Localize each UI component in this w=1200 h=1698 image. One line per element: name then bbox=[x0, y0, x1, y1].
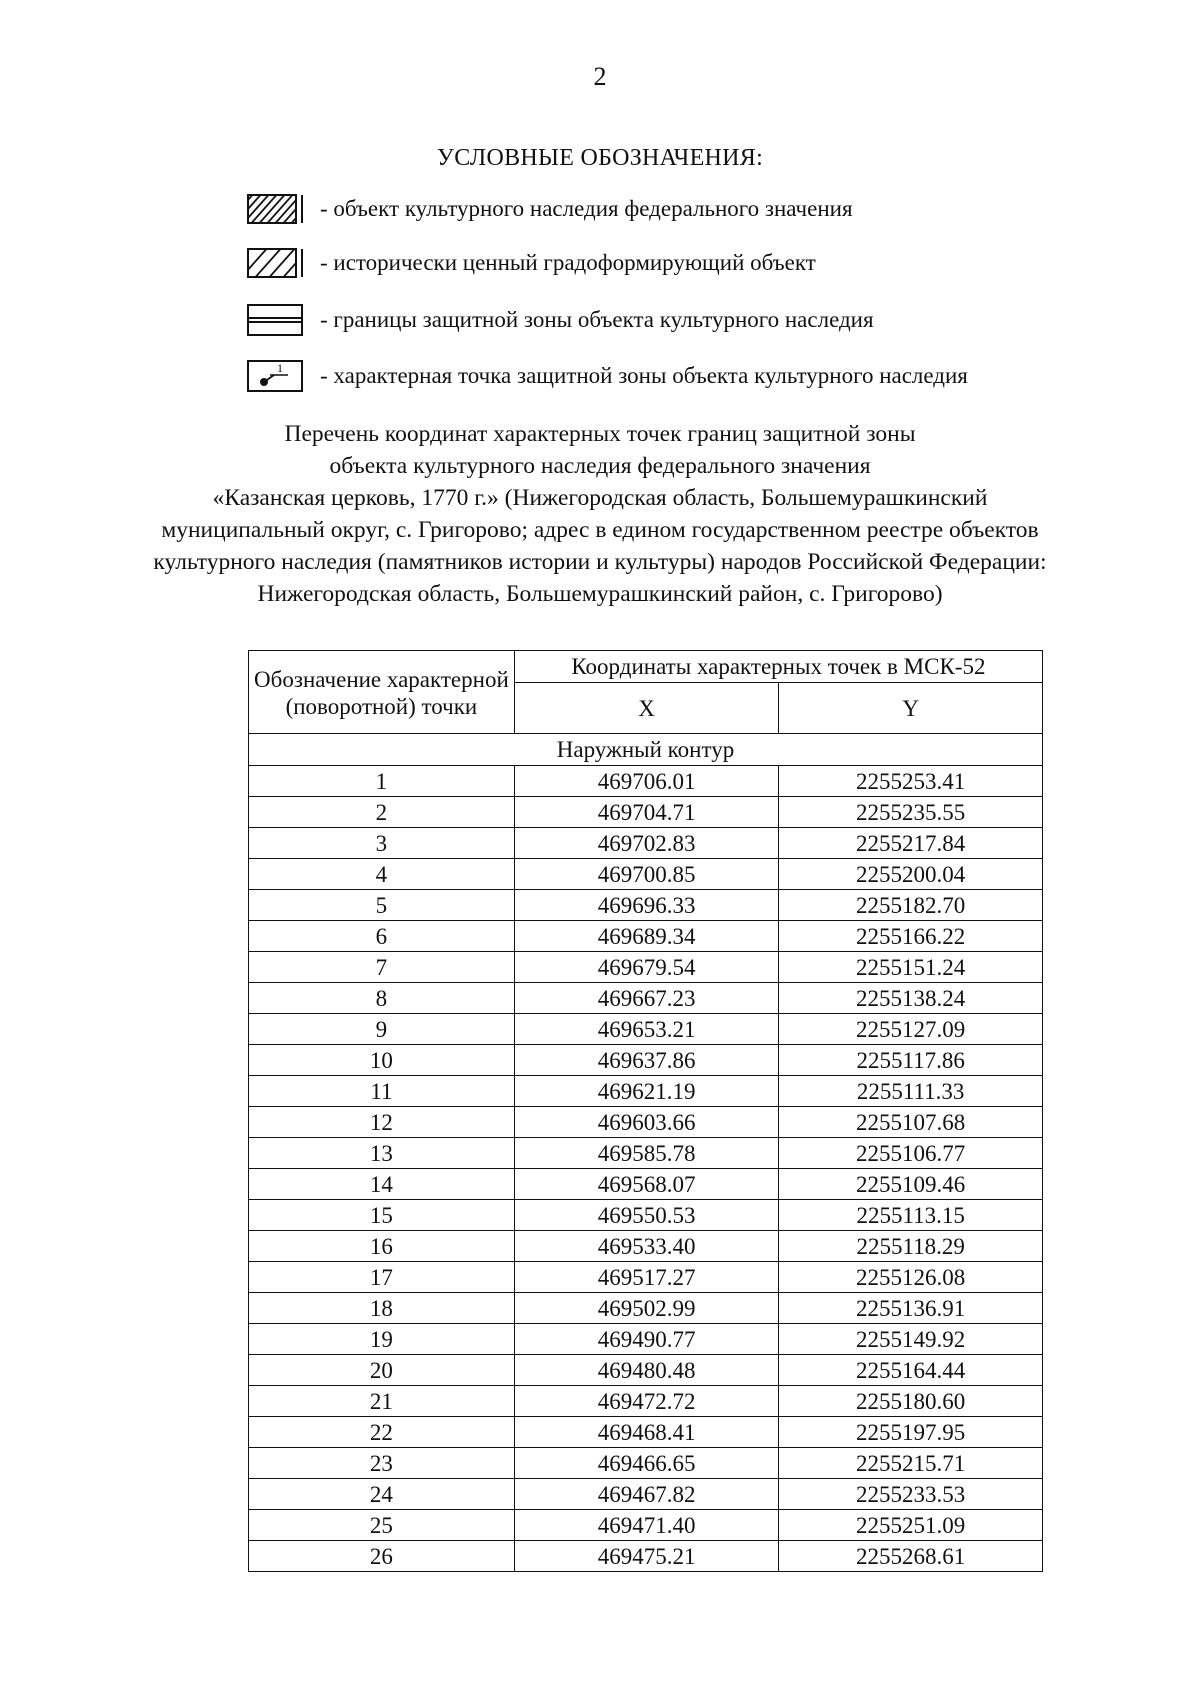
table-row bbox=[249, 1231, 1043, 1262]
table-row bbox=[249, 1386, 1043, 1417]
point-marker-icon bbox=[244, 358, 310, 394]
hatched-box-icon bbox=[244, 191, 310, 227]
table-row bbox=[249, 766, 1043, 797]
x-coordinate-cell: 469466.65 bbox=[514, 1448, 779, 1479]
table-row bbox=[249, 1355, 1043, 1386]
table-row bbox=[249, 983, 1043, 1014]
point-number-cell: 4 bbox=[249, 859, 515, 890]
legend-item-text: - границы защитной зоны объекта культурного наследия bbox=[320, 307, 874, 332]
y-coordinate-cell: 2255166.22 bbox=[779, 921, 1043, 952]
y-coordinate-cell: 2255127.09 bbox=[779, 1014, 1043, 1045]
y-coordinate-cell: 2255113.15 bbox=[779, 1200, 1043, 1231]
y-coordinate-cell: 2255164.44 bbox=[779, 1355, 1043, 1386]
list-title-line: муниципальный округ, с. Григорово; адрес в едином государственном реестре объектов bbox=[161, 517, 1039, 543]
y-coordinate-cell: 2255215.71 bbox=[779, 1448, 1043, 1479]
table-row bbox=[249, 1200, 1043, 1231]
table-row bbox=[249, 859, 1043, 890]
point-number-cell: 19 bbox=[249, 1324, 515, 1355]
x-coordinate-cell: 469603.66 bbox=[514, 1107, 779, 1138]
x-coordinate-cell: 469696.33 bbox=[514, 890, 779, 921]
legend-item-text: - объект культурного наследия федерального значения bbox=[320, 196, 853, 221]
table-row bbox=[249, 921, 1043, 952]
header-y: Y bbox=[779, 683, 1043, 734]
coordinates-list-title bbox=[150, 418, 1050, 610]
table-row bbox=[249, 1045, 1043, 1076]
table-row bbox=[249, 1510, 1043, 1541]
legend-item-federal-object bbox=[244, 191, 853, 227]
x-coordinate-cell: 469653.21 bbox=[514, 1014, 779, 1045]
y-coordinate-cell: 2255200.04 bbox=[779, 859, 1043, 890]
y-coordinate-cell: 2255235.55 bbox=[779, 797, 1043, 828]
x-coordinate-cell: 469480.48 bbox=[514, 1355, 779, 1386]
point-number-cell: 6 bbox=[249, 921, 515, 952]
table-row bbox=[249, 1541, 1043, 1572]
point-number-cell: 20 bbox=[249, 1355, 515, 1386]
x-coordinate-cell: 469704.71 bbox=[514, 797, 779, 828]
point-number-cell: 8 bbox=[249, 983, 515, 1014]
point-number-cell: 25 bbox=[249, 1510, 515, 1541]
y-coordinate-cell: 2255268.61 bbox=[779, 1541, 1043, 1572]
table-row bbox=[249, 1076, 1043, 1107]
y-coordinate-cell: 2255251.09 bbox=[779, 1510, 1043, 1541]
table-row bbox=[249, 1293, 1043, 1324]
x-coordinate-cell: 469679.54 bbox=[514, 952, 779, 983]
x-coordinate-cell: 469706.01 bbox=[514, 766, 779, 797]
table-row bbox=[249, 1417, 1043, 1448]
x-coordinate-cell: 469700.85 bbox=[514, 859, 779, 890]
x-coordinate-cell: 469637.86 bbox=[514, 1045, 779, 1076]
point-number-cell: 5 bbox=[249, 890, 515, 921]
point-number-cell: 10 bbox=[249, 1045, 515, 1076]
x-coordinate-cell: 469568.07 bbox=[514, 1169, 779, 1200]
table-row bbox=[249, 1324, 1043, 1355]
point-number-cell: 1 bbox=[249, 766, 515, 797]
y-coordinate-cell: 2255136.91 bbox=[779, 1293, 1043, 1324]
y-coordinate-cell: 2255107.68 bbox=[779, 1107, 1043, 1138]
x-coordinate-cell: 469502.99 bbox=[514, 1293, 779, 1324]
legend-item-valuable-object bbox=[244, 245, 816, 281]
x-coordinate-cell: 469689.34 bbox=[514, 921, 779, 952]
list-title-line: Перечень координат характерных точек границ защитной зоны bbox=[284, 421, 916, 447]
y-coordinate-cell: 2255182.70 bbox=[779, 890, 1043, 921]
legend-item-text: - исторически ценный градоформирующий объект bbox=[320, 250, 816, 275]
header-coordinates: Координаты характерных точек в МСК-52 bbox=[514, 651, 1042, 683]
table-row bbox=[249, 952, 1043, 983]
y-coordinate-cell: 2255253.41 bbox=[779, 766, 1043, 797]
list-title-line: «Казанская церковь, 1770 г.» (Нижегородская область, Большемурашкинский bbox=[212, 485, 988, 511]
y-coordinate-cell: 2255217.84 bbox=[779, 828, 1043, 859]
point-number-cell: 7 bbox=[249, 952, 515, 983]
y-coordinate-cell: 2255149.92 bbox=[779, 1324, 1043, 1355]
section-label: Наружный контур bbox=[249, 734, 1043, 766]
table-row bbox=[249, 1138, 1043, 1169]
svg-text:1: 1 bbox=[277, 361, 283, 375]
y-coordinate-cell: 2255233.53 bbox=[779, 1479, 1043, 1510]
point-number-cell: 3 bbox=[249, 828, 515, 859]
table-row bbox=[249, 1014, 1043, 1045]
x-coordinate-cell: 469471.40 bbox=[514, 1510, 779, 1541]
y-coordinate-cell: 2255180.60 bbox=[779, 1386, 1043, 1417]
y-coordinate-cell: 2255109.46 bbox=[779, 1169, 1043, 1200]
point-number-cell: 17 bbox=[249, 1262, 515, 1293]
x-coordinate-cell: 469490.77 bbox=[514, 1324, 779, 1355]
legend-item-zone-boundary bbox=[244, 302, 874, 338]
x-coordinate-cell: 469533.40 bbox=[514, 1231, 779, 1262]
x-coordinate-cell: 469467.82 bbox=[514, 1479, 779, 1510]
point-number-cell: 12 bbox=[249, 1107, 515, 1138]
x-coordinate-cell: 469517.27 bbox=[514, 1262, 779, 1293]
list-title-line: объекта культурного наследия федерального значения bbox=[329, 453, 871, 479]
list-title-line: Нижегородская область, Большемурашкинский район, с. Григорово) bbox=[257, 581, 943, 607]
point-number-cell: 24 bbox=[249, 1479, 515, 1510]
point-number-cell: 26 bbox=[249, 1541, 515, 1572]
table-row bbox=[249, 1107, 1043, 1138]
y-coordinate-cell: 2255126.08 bbox=[779, 1262, 1043, 1293]
coordinates-table bbox=[248, 650, 1043, 1572]
x-coordinate-cell: 469550.53 bbox=[514, 1200, 779, 1231]
point-number-cell: 16 bbox=[249, 1231, 515, 1262]
y-coordinate-cell: 2255197.95 bbox=[779, 1417, 1043, 1448]
point-number-cell: 22 bbox=[249, 1417, 515, 1448]
table-row bbox=[249, 1262, 1043, 1293]
header-x: X bbox=[514, 683, 779, 734]
x-coordinate-cell: 469468.41 bbox=[514, 1417, 779, 1448]
legend-item-text: - характерная точка защитной зоны объекта культурного наследия bbox=[320, 363, 968, 388]
legend-title: УСЛОВНЫЕ ОБОЗНАЧЕНИЯ: bbox=[436, 145, 764, 171]
x-coordinate-cell: 469621.19 bbox=[514, 1076, 779, 1107]
point-number-cell: 13 bbox=[249, 1138, 515, 1169]
y-coordinate-cell: 2255118.29 bbox=[779, 1231, 1043, 1262]
y-coordinate-cell: 2255111.33 bbox=[779, 1076, 1043, 1107]
x-coordinate-cell: 469475.21 bbox=[514, 1541, 779, 1572]
table-row bbox=[249, 890, 1043, 921]
sparse-hatched-box-icon bbox=[244, 245, 310, 281]
y-coordinate-cell: 2255151.24 bbox=[779, 952, 1043, 983]
x-coordinate-cell: 469585.78 bbox=[514, 1138, 779, 1169]
table-row bbox=[249, 1479, 1043, 1510]
x-coordinate-cell: 469667.23 bbox=[514, 983, 779, 1014]
x-coordinate-cell: 469472.72 bbox=[514, 1386, 779, 1417]
page-number: 2 bbox=[593, 62, 607, 91]
table-row bbox=[249, 828, 1043, 859]
point-number-cell: 9 bbox=[249, 1014, 515, 1045]
y-coordinate-cell: 2255117.86 bbox=[779, 1045, 1043, 1076]
point-number-cell: 11 bbox=[249, 1076, 515, 1107]
header-point-label: Обозначение характерной (поворотной) точки bbox=[249, 651, 515, 734]
y-coordinate-cell: 2255138.24 bbox=[779, 983, 1043, 1014]
point-number-cell: 2 bbox=[249, 797, 515, 828]
legend-item-characteristic-point bbox=[244, 358, 968, 394]
y-coordinate-cell: 2255106.77 bbox=[779, 1138, 1043, 1169]
point-number-cell: 14 bbox=[249, 1169, 515, 1200]
table-row bbox=[249, 797, 1043, 828]
point-number-cell: 18 bbox=[249, 1293, 515, 1324]
x-coordinate-cell: 469702.83 bbox=[514, 828, 779, 859]
list-title-line: культурного наследия (памятников истории и культуры) народов Российской Федерации: bbox=[153, 549, 1047, 575]
double-line-box-icon bbox=[244, 302, 310, 338]
point-number-cell: 15 bbox=[249, 1200, 515, 1231]
table-row bbox=[249, 1169, 1043, 1200]
table-row bbox=[249, 1448, 1043, 1479]
point-number-cell: 23 bbox=[249, 1448, 515, 1479]
point-number-cell: 21 bbox=[249, 1386, 515, 1417]
